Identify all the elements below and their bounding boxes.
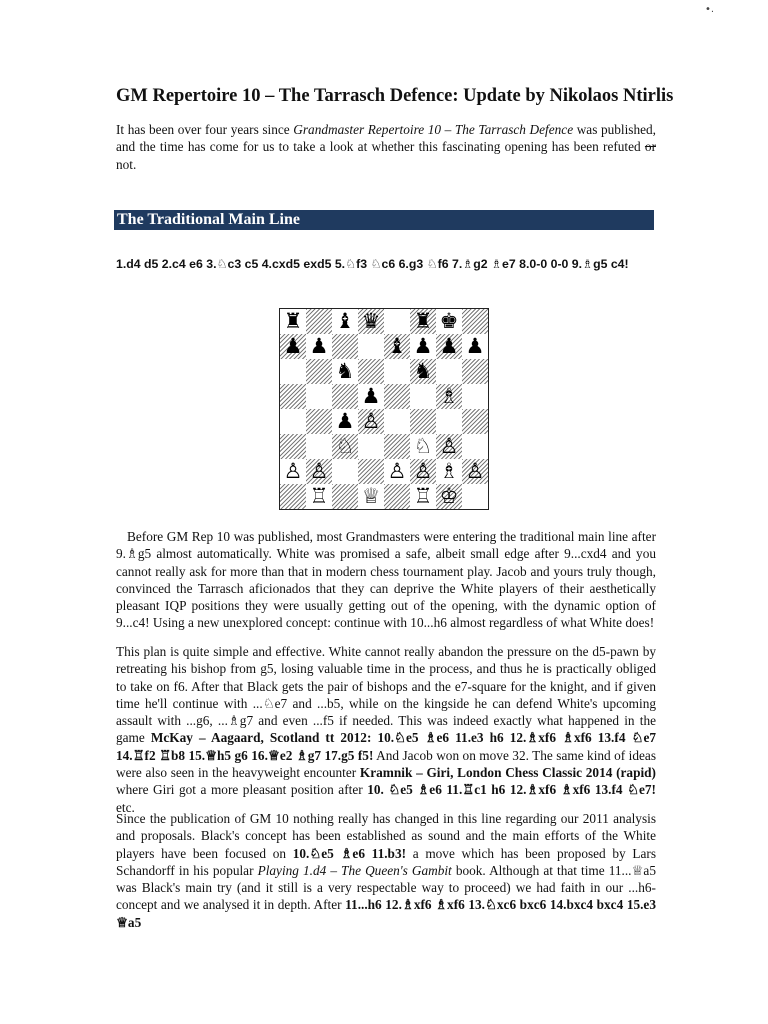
game-moves-kramnik-giri: 10. ♘e5 ♗e6 11.♖c1 h6 12.♗xf6 ♗xf6 13.f4 ♘e7! bbox=[367, 782, 656, 798]
book-title-queens-gambit: Playing 1.d4 – The Queen's Gambit bbox=[257, 862, 452, 878]
square-f6 bbox=[410, 359, 436, 384]
square-a5 bbox=[280, 384, 306, 409]
square-d3 bbox=[358, 434, 384, 459]
chess-piece-f7: ♟ bbox=[413, 334, 433, 358]
moves-10-ne5: 10.♘e5 ♗e6 11.b3! bbox=[292, 845, 407, 861]
square-e1 bbox=[384, 484, 410, 509]
square-e6 bbox=[384, 359, 410, 384]
chess-piece-d8: ♛ bbox=[361, 309, 381, 333]
moves-11-h6: 11...h6 12.♗xf6 ♗xf6 13.♘xc6 bxc6 14.bxc4 bxc4 15.e3 ♕a5 bbox=[116, 897, 656, 930]
square-b5 bbox=[306, 384, 332, 409]
chess-piece-d1: ♕ bbox=[361, 484, 381, 508]
since-text-1: Since the publication of GM 10 nothing really has changed in this line regarding our 2011 analysis and proposals. Black's concept has been established as sound and the main efforts of the White players have been focused on bbox=[116, 811, 656, 861]
chess-piece-b2: ♙ bbox=[309, 459, 329, 483]
square-f5 bbox=[410, 384, 436, 409]
since-text-3: book. Although at that time 11...♕a5 was Black's main try (and it still is a very respectable way to proceed) we had faith in our ...h6-concept and we analysed it in depth. After bbox=[116, 862, 656, 913]
chess-piece-b7: ♟ bbox=[309, 334, 329, 358]
square-b3 bbox=[306, 434, 332, 459]
square-b1 bbox=[306, 484, 332, 509]
square-c2 bbox=[332, 459, 358, 484]
plan-text-3: where Giri got a more pleasant position after bbox=[116, 782, 368, 798]
chess-piece-g3: ♙ bbox=[439, 434, 459, 458]
chess-piece-a7: ♟ bbox=[283, 334, 303, 358]
square-f7 bbox=[410, 334, 436, 359]
intro-text-1: It has been over four years since bbox=[116, 122, 294, 137]
square-g8 bbox=[436, 309, 462, 334]
square-c7 bbox=[332, 334, 358, 359]
square-c3 bbox=[332, 434, 358, 459]
intro-text-3: not. bbox=[116, 156, 137, 172]
square-h7 bbox=[462, 334, 488, 359]
square-b7 bbox=[306, 334, 332, 359]
chess-piece-f6: ♞ bbox=[413, 359, 433, 383]
chess-piece-e2: ♙ bbox=[387, 459, 407, 483]
square-f1 bbox=[410, 484, 436, 509]
square-d1 bbox=[358, 484, 384, 509]
square-b6 bbox=[306, 359, 332, 384]
square-h3 bbox=[462, 434, 488, 459]
chess-piece-c3: ♘ bbox=[335, 434, 355, 458]
intro-paragraph bbox=[116, 121, 656, 173]
chess-piece-f8: ♜ bbox=[413, 309, 433, 333]
square-e2 bbox=[384, 459, 410, 484]
square-g2 bbox=[436, 459, 462, 484]
chess-piece-g5: ♗ bbox=[439, 384, 459, 408]
chess-board-diagram bbox=[279, 308, 489, 510]
paragraph-plan bbox=[116, 643, 656, 816]
intro-book-title: Grandmaster Repertoire 10 – The Tarrasch Defence bbox=[293, 122, 574, 137]
square-h6 bbox=[462, 359, 488, 384]
paragraph-since-publication bbox=[116, 810, 656, 931]
square-g7 bbox=[436, 334, 462, 359]
chess-piece-h7: ♟ bbox=[465, 334, 485, 358]
plan-text-4: etc. bbox=[116, 799, 135, 815]
chess-piece-e7: ♝ bbox=[387, 334, 407, 358]
section-heading-bar bbox=[114, 210, 654, 230]
chess-piece-c8: ♝ bbox=[335, 309, 355, 333]
square-c4 bbox=[332, 409, 358, 434]
chess-piece-g2: ♗ bbox=[439, 459, 459, 483]
square-b8 bbox=[306, 309, 332, 334]
chess-piece-a2: ♙ bbox=[283, 459, 303, 483]
square-g3 bbox=[436, 434, 462, 459]
square-h5 bbox=[462, 384, 488, 409]
chess-piece-a8: ♜ bbox=[283, 309, 303, 333]
square-e5 bbox=[384, 384, 410, 409]
square-d4 bbox=[358, 409, 384, 434]
square-c5 bbox=[332, 384, 358, 409]
square-a3 bbox=[280, 434, 306, 459]
square-f4 bbox=[410, 409, 436, 434]
square-h2 bbox=[462, 459, 488, 484]
section-title: The Traditional Main Line bbox=[117, 211, 300, 228]
chess-piece-g1: ♔ bbox=[439, 484, 459, 508]
chess-piece-c6: ♞ bbox=[335, 359, 355, 383]
chess-piece-d5: ♟ bbox=[361, 384, 381, 408]
chess-piece-h2: ♙ bbox=[465, 459, 485, 483]
square-f8 bbox=[410, 309, 436, 334]
chess-piece-b1: ♖ bbox=[309, 484, 329, 508]
square-f2 bbox=[410, 459, 436, 484]
paragraph-history: Before GM Rep 10 was published, most Grandmasters were entering the traditional main line after 9.♗g5 almost automatically. White was promised a safe, albeit small edge after 9...cxd4 and you cannot really ask for more than that in modern chess tournament play. Jacob and yours truly though, convinced the Tarrasch aficionados that they can deprive the White players of their aesthetically pleasant IQP positions they were usually getting out of the opening, with the dynamic option of 9...c4! Using a new unexplored concept: continue with 10...h6 almost regardless of what White does! bbox=[116, 529, 656, 631]
square-e8 bbox=[384, 309, 410, 334]
intro-struck-word: or bbox=[644, 139, 656, 155]
square-d7 bbox=[358, 334, 384, 359]
square-h8 bbox=[462, 309, 488, 334]
square-a4 bbox=[280, 409, 306, 434]
square-c1 bbox=[332, 484, 358, 509]
square-c6 bbox=[332, 359, 358, 384]
game-reference-mckay-aagaard: McKay – Aagaard, Scotland tt 2012: 10.♘e5 ♗e6 11.e3 h6 12.♗xf6 ♗xf6 13.f4 ♘e7 14.♖f2 ♖b8 15.♕h5 g6 16.♕e2 ♗g7 17.g5 f5! bbox=[116, 730, 656, 763]
chess-piece-c4: ♟ bbox=[335, 409, 355, 433]
square-b2 bbox=[306, 459, 332, 484]
chess-piece-g7: ♟ bbox=[439, 334, 459, 358]
corner-mark: •. bbox=[705, 4, 715, 15]
square-a1 bbox=[280, 484, 306, 509]
square-e4 bbox=[384, 409, 410, 434]
square-d6 bbox=[358, 359, 384, 384]
chess-piece-f1: ♖ bbox=[413, 484, 433, 508]
square-d5 bbox=[358, 384, 384, 409]
square-g5 bbox=[436, 384, 462, 409]
square-a7 bbox=[280, 334, 306, 359]
square-h4 bbox=[462, 409, 488, 434]
square-e3 bbox=[384, 434, 410, 459]
plan-text-1: This plan is quite simple and effective. White cannot really abandon the pressure on the d5-pawn by retreating his bishop from g5, losing valuable time in the process, and thus he is practically obliged to take on f6. After that Black gets the pair of bishops and the e7-square for the knight, and if given time he'll continue with ...♘e7 and ...b5, while on the kingside he can defend White's upcoming assault with ...g6, ...♗g7 and even ...f5 if needed. This was indeed exactly what happened in the game bbox=[116, 644, 656, 746]
square-h1 bbox=[462, 484, 488, 509]
chess-piece-d4: ♙ bbox=[361, 409, 381, 433]
square-a6 bbox=[280, 359, 306, 384]
square-f3 bbox=[410, 434, 436, 459]
square-g6 bbox=[436, 359, 462, 384]
square-c8 bbox=[332, 309, 358, 334]
square-a8 bbox=[280, 309, 306, 334]
square-g1 bbox=[436, 484, 462, 509]
square-e7 bbox=[384, 334, 410, 359]
square-b4 bbox=[306, 409, 332, 434]
square-g4 bbox=[436, 409, 462, 434]
plan-text-2: And Jacob won on move 32. The same kind of ideas were also seen in the heavyweight encounter bbox=[116, 747, 656, 781]
chess-piece-f3: ♘ bbox=[413, 434, 433, 458]
chess-piece-f2: ♙ bbox=[413, 459, 433, 483]
intro-text-2: was published, and the time has come for us to take a look at whether this fascinating opening has been refuted bbox=[116, 122, 657, 155]
square-d2 bbox=[358, 459, 384, 484]
since-text-2: a move which has been proposed by Lars Schandorff in his popular bbox=[116, 845, 657, 878]
chess-piece-g8: ♚ bbox=[439, 309, 459, 333]
game-reference-kramnik-giri: Kramnik – Giri, London Chess Classic 2014 (rapid) bbox=[359, 765, 656, 781]
square-d8 bbox=[358, 309, 384, 334]
main-line-moves: 1.d4 d5 2.c4 e6 3.♘c3 c5 4.cxd5 exd5 5.♘f3 ♘c6 6.g3 ♘f6 7.♗g2 ♗e7 8.0-0 0-0 9.♗g5 c4! bbox=[116, 257, 629, 271]
page-title: GM Repertoire 10 – The Tarrasch Defence: Update by Nikolaos Ntirlis bbox=[116, 86, 674, 106]
square-a2 bbox=[280, 459, 306, 484]
